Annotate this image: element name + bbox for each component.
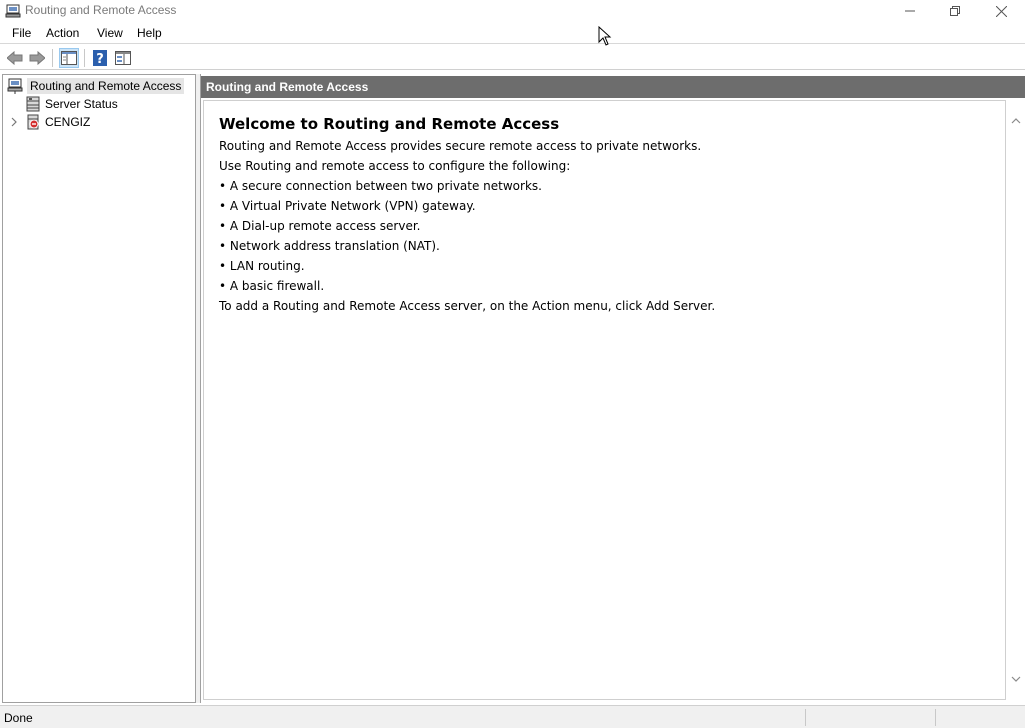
status-separator xyxy=(935,709,936,726)
show-hide-tree-button[interactable] xyxy=(59,48,79,68)
back-arrow-icon xyxy=(7,51,23,65)
vertical-scrollbar[interactable] xyxy=(1007,100,1025,700)
details-header: Routing and Remote Access xyxy=(201,76,1025,98)
tree-item-server-status[interactable] xyxy=(25,95,118,113)
tree-item-label: CENGIZ xyxy=(45,115,91,129)
details-pane xyxy=(200,74,1025,703)
help-icon xyxy=(93,50,107,66)
bullet-item: • A Virtual Private Network (VPN) gateway. xyxy=(219,199,476,213)
toolbar-separator xyxy=(84,49,85,67)
status-separator xyxy=(805,709,806,726)
scroll-up-icon[interactable] xyxy=(1011,116,1021,126)
menu-bar xyxy=(0,22,1025,44)
bullet-item: • A secure connection between two private networks. xyxy=(219,179,542,193)
bullet-item: • LAN routing. xyxy=(219,259,305,273)
forward-arrow-icon xyxy=(29,51,45,65)
bullet-item: • A Dial-up remote access server. xyxy=(219,219,421,233)
welcome-title: Welcome to Routing and Remote Access xyxy=(219,115,560,133)
console-tree xyxy=(2,74,196,703)
restore-icon xyxy=(950,6,960,16)
bullet-item: • A basic firewall. xyxy=(219,279,325,293)
menu-file[interactable]: File xyxy=(12,26,32,40)
title-bar xyxy=(0,0,1025,22)
properties-button[interactable] xyxy=(113,48,133,68)
tree-item-label: Routing and Remote Access xyxy=(27,78,184,94)
menu-help[interactable]: Help xyxy=(137,26,162,40)
menu-action[interactable]: Action xyxy=(46,26,80,40)
close-icon xyxy=(996,6,1007,17)
footer-text: To add a Routing and Remote Access server, on the Action menu, click Add Server. xyxy=(219,299,716,313)
server-stopped-icon xyxy=(25,114,41,130)
network-computer-icon xyxy=(7,78,23,94)
routing-app-icon xyxy=(5,3,21,19)
forward-button[interactable] xyxy=(27,48,47,68)
welcome-content xyxy=(203,100,1006,700)
toolbar-separator xyxy=(52,49,53,67)
show-hide-console-tree-icon xyxy=(61,51,77,65)
tree-item-cengiz[interactable] xyxy=(9,113,90,131)
help-button[interactable] xyxy=(90,48,110,68)
chevron-right-icon[interactable] xyxy=(9,117,19,127)
scroll-down-icon[interactable] xyxy=(1011,674,1021,684)
minimize-icon xyxy=(905,6,915,16)
back-button[interactable] xyxy=(5,48,25,68)
server-status-icon xyxy=(25,96,41,112)
intro-text: Routing and Remote Access provides secure remote access to private networks. xyxy=(219,139,702,153)
toolbar xyxy=(0,45,1025,70)
window-title: Routing and Remote Access xyxy=(25,3,177,17)
lead-text: Use Routing and remote access to configure the following: xyxy=(219,159,571,173)
restore-button[interactable] xyxy=(932,0,978,22)
tree-item-label: Server Status xyxy=(45,97,118,111)
minimize-button[interactable] xyxy=(887,0,933,22)
svg-text:?: ? xyxy=(96,52,104,66)
status-bar xyxy=(0,705,1025,728)
bullet-item: • Network address translation (NAT). xyxy=(219,239,440,253)
tree-item-root[interactable] xyxy=(7,77,184,95)
close-button[interactable] xyxy=(978,0,1024,22)
status-text: Done xyxy=(4,711,33,725)
properties-pane-icon xyxy=(115,51,131,65)
mouse-cursor-icon xyxy=(598,26,612,46)
menu-view[interactable]: View xyxy=(97,26,123,40)
